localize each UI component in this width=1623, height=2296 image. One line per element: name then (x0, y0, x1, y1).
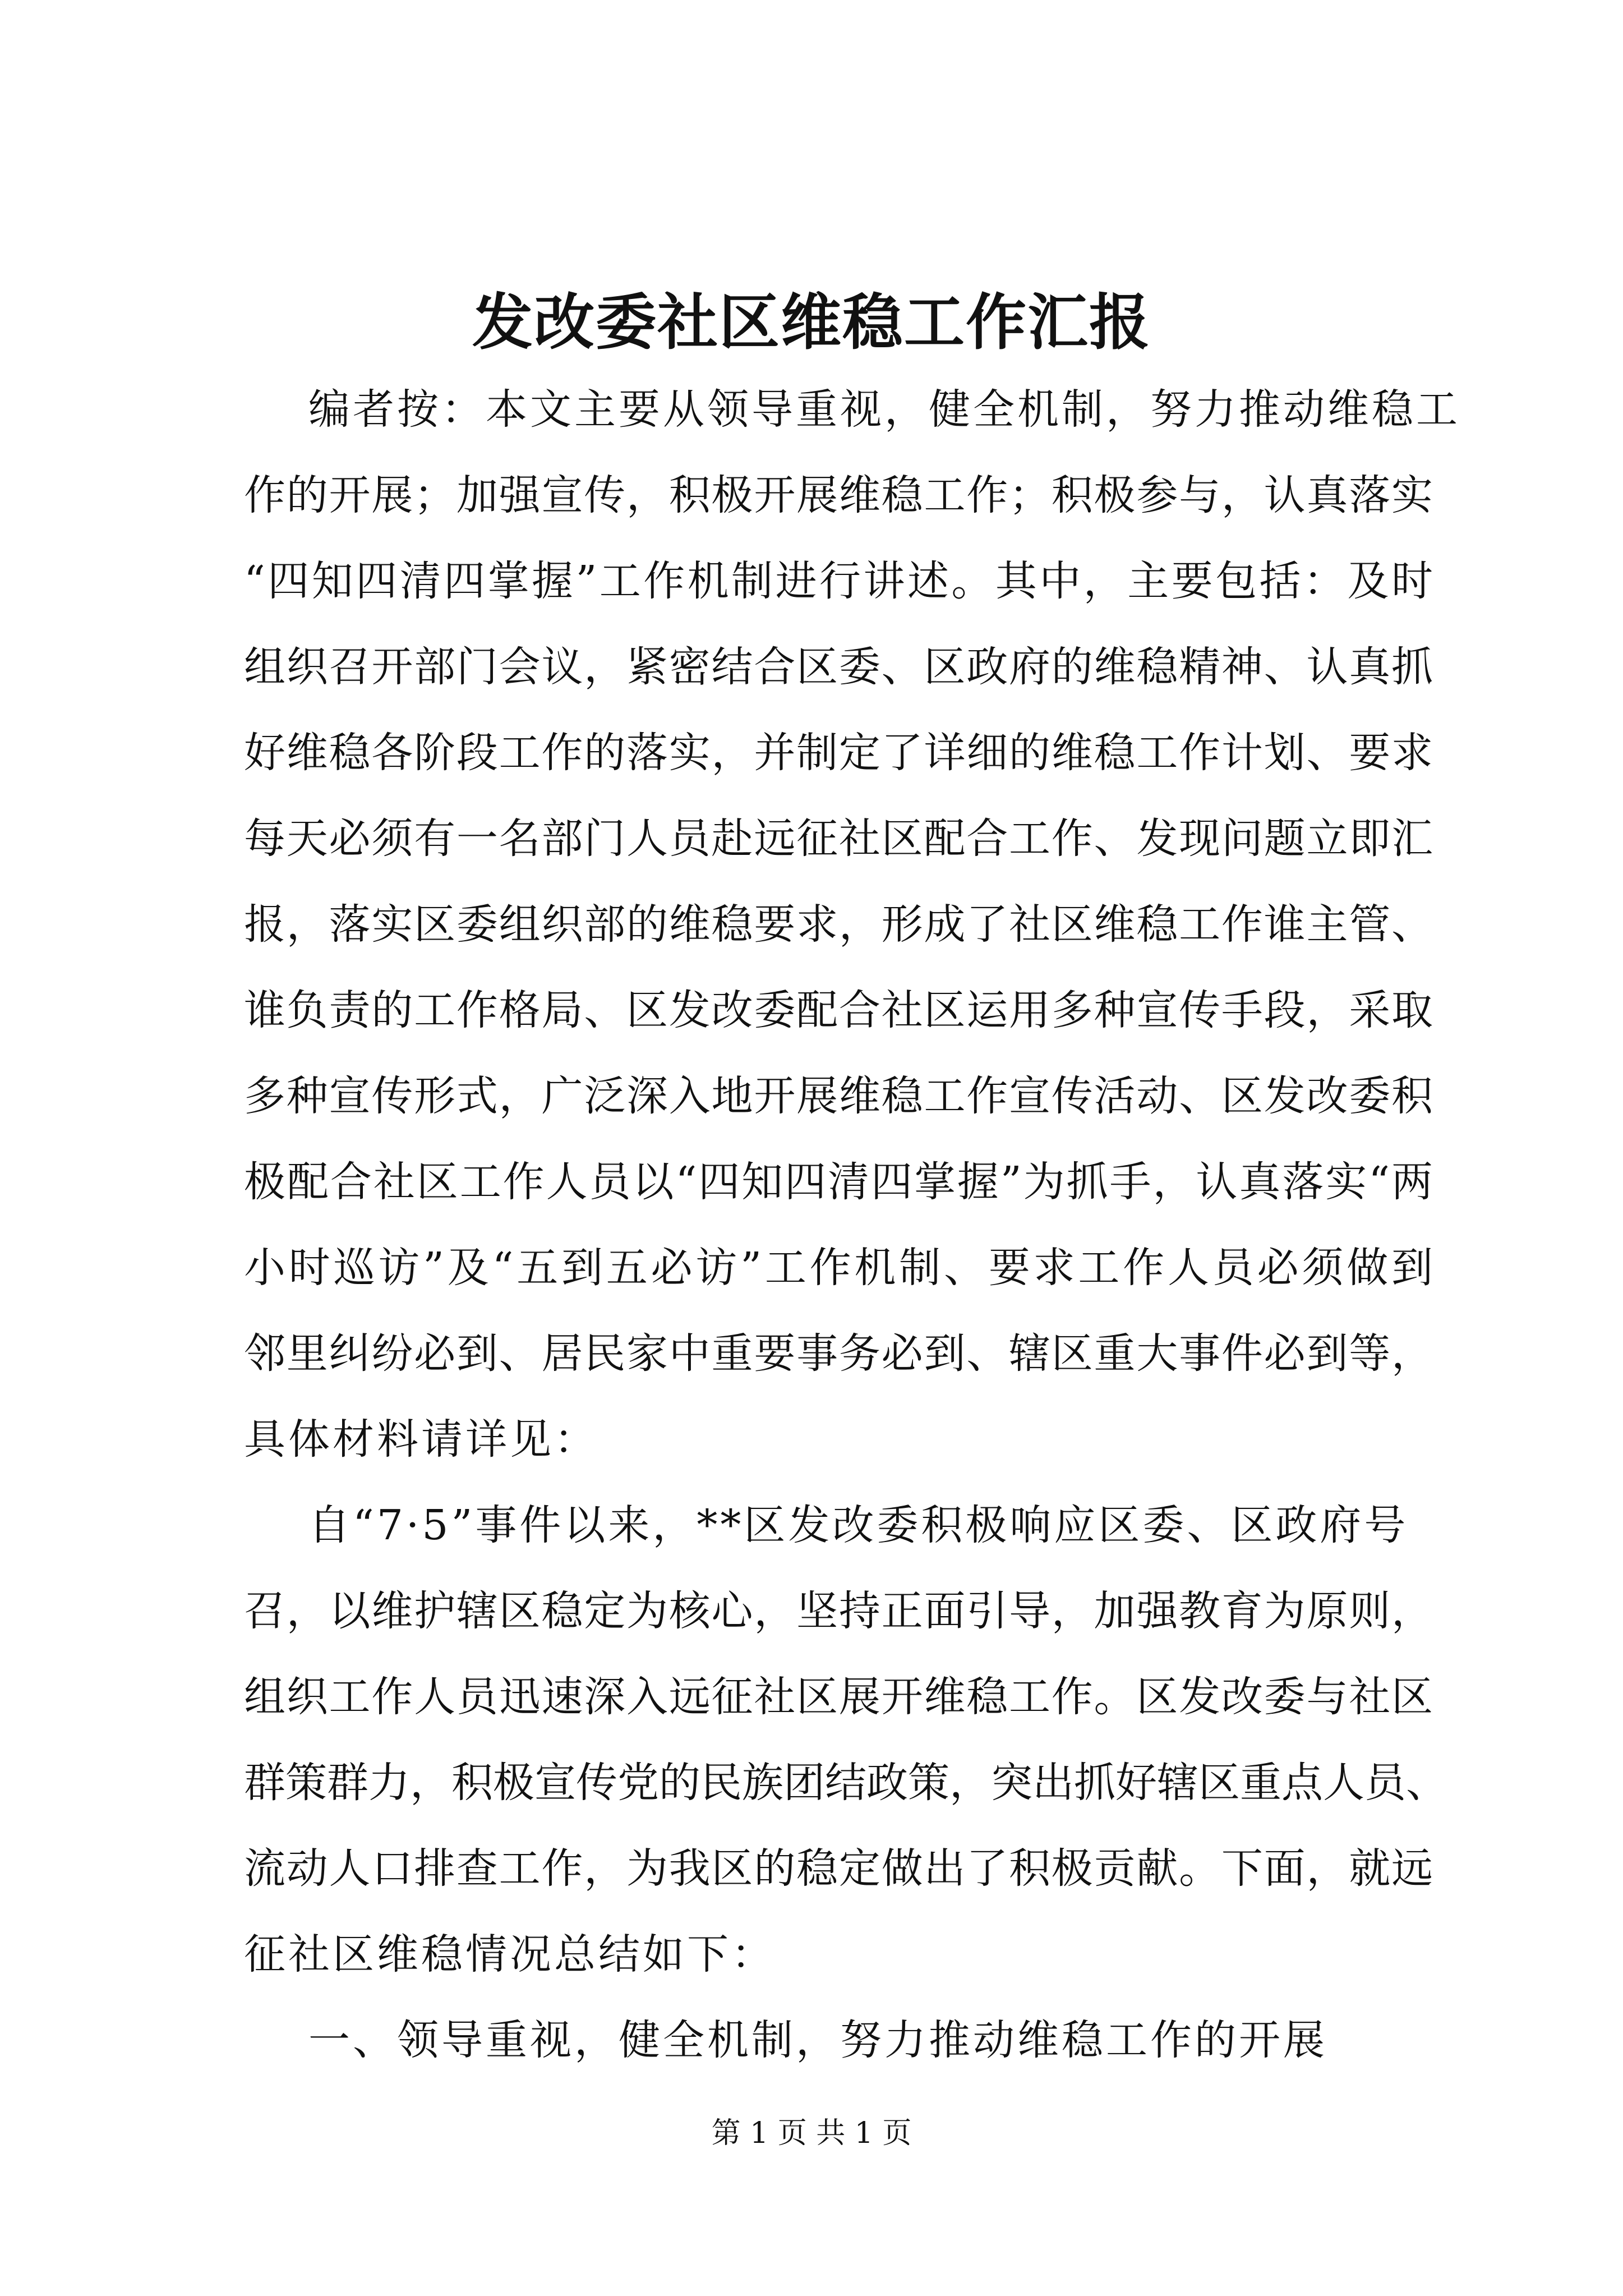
paragraph-line: 报，落实区委组织部的维稳要求，形成了社区维稳工作谁主管、 (244, 900, 1433, 949)
paragraph-line: 极配合社区工作人员以“四知四清四掌握”为抓手，认真落实“两 (244, 1158, 1433, 1206)
paragraph-line: 多种宣传形式，广泛深入地开展维稳工作宣传活动、区发改委积 (244, 1072, 1433, 1120)
paragraph-line: 好维稳各阶段工作的落实，并制定了详细的维稳工作计划、要求 (244, 729, 1433, 777)
paragraph-line: 每天必须有一名部门人员赴远征社区配合工作、发现问题立即汇 (244, 815, 1433, 863)
document-title: 发改委社区维稳工作汇报 (472, 287, 1151, 358)
paragraph-line: 组织召开部门会议，紧密结合区委、区政府的维稳精神、认真抓 (244, 643, 1433, 691)
paragraph-line: 作的开展；加强宣传，积极开展维稳工作；积极参与，认真落实 (244, 471, 1433, 519)
paragraph-line: “四知四清四掌握”工作机制进行讲述。其中，主要包括：及时 (244, 557, 1433, 605)
paragraph-line: 编者按：本文主要从领导重视，健全机制，努力推动维稳工 (308, 385, 1460, 434)
paragraph-line: 组织工作人员迅速深入远征社区展开维稳工作。区发改委与社区 (244, 1673, 1433, 1721)
paragraph-line: 自“7·5”事件以来，**区发改委积极响应区委、区政府号 (308, 1501, 1409, 1549)
paragraph-line: 流动人口排查工作，为我区的稳定做出了积极贡献。下面，就远 (244, 1844, 1433, 1893)
paragraph-line: 征社区维稳情况总结如下： (244, 1930, 776, 1978)
paragraph-line: 召，以维护辖区稳定为核心，坚持正面引导，加强教育为原则， (244, 1587, 1433, 1635)
paragraph-line: 小时巡访”及“五到五必访”工作机制、要求工作人员必须做到 (244, 1244, 1433, 1292)
paragraph-line: 群策群力，积极宣传党的民族团结政策，突出抓好辖区重点人员、 (244, 1759, 1447, 1807)
paragraph-line: 谁负责的工作格局、区发改委配合社区运用多种宣传手段，采取 (244, 986, 1433, 1034)
page-footer: 第 1 页 共 1 页 (711, 2116, 912, 2150)
section-heading: 一、领导重视，健全机制，努力推动维稳工作的开展 (308, 2016, 1327, 2064)
paragraph-line: 邻里纠纷必到、居民家中重要事务必到、辖区重大事件必到等， (244, 1329, 1433, 1378)
paragraph-line: 具体材料请详见： (244, 1415, 598, 1464)
